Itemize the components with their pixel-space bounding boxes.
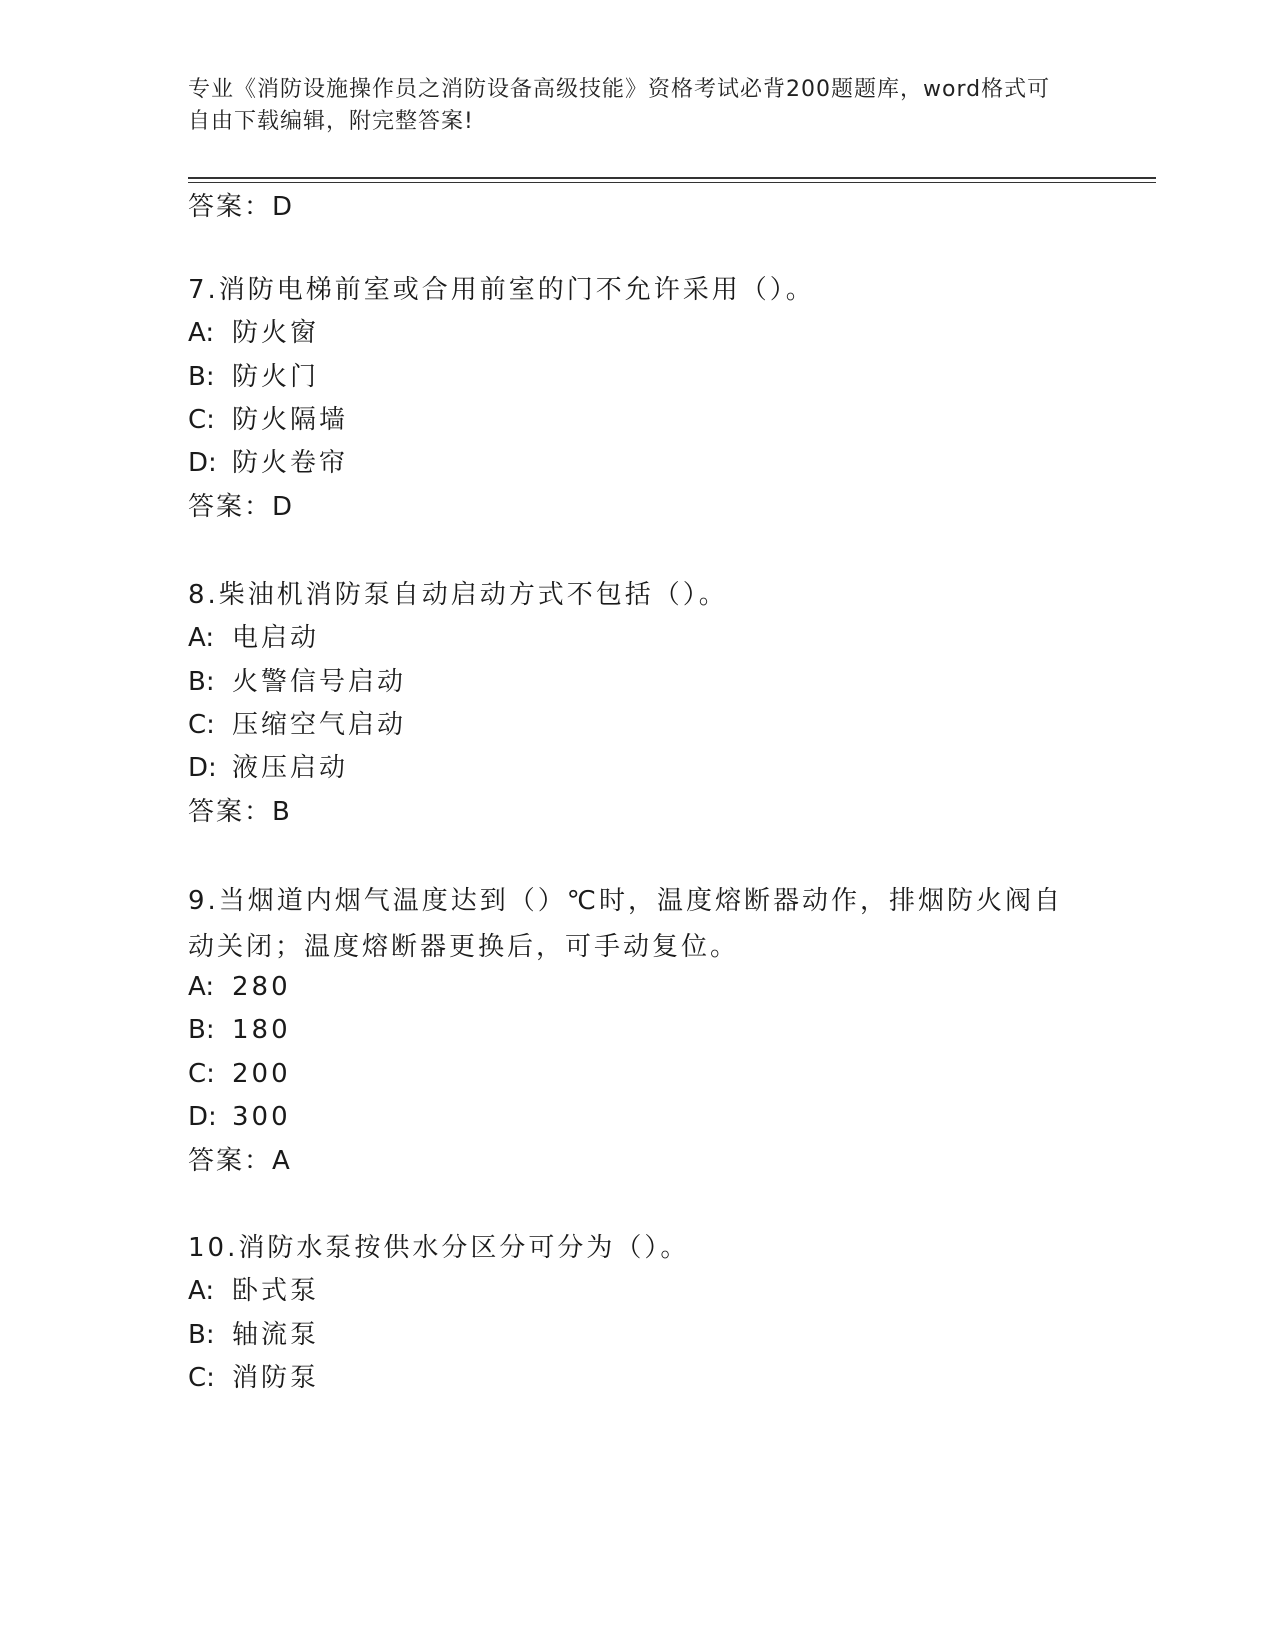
question-8-answer: 答案：B (188, 797, 292, 827)
option-text: 防火隔墙 (232, 405, 349, 435)
document-header-title: 专业《消防设施操作员之消防设备高级技能》资格考试必背200题题库，word格式可自由下载编辑，附完整答案! (188, 77, 1051, 134)
option-key: A: (188, 1276, 215, 1306)
option-key: B: (188, 1320, 215, 1350)
option-key: A: (188, 623, 215, 653)
option-text: 电启动 (232, 623, 320, 653)
question-7-answer: 答案：D (188, 492, 295, 522)
option-text: 消防泵 (232, 1363, 320, 1393)
question-8-option-b (188, 665, 406, 699)
option-text: 液压启动 (232, 753, 349, 783)
question-9-text: 9.当烟道内烟气温度达到（）℃时，温度熔断器动作，排烟防火阀自动关闭；温度熔断器更换后，可手动复位。 (188, 886, 1064, 962)
question-9-answer: 答案：A (188, 1146, 292, 1176)
option-text: 防火窗 (232, 318, 320, 348)
option-text: 火警信号启动 (232, 667, 407, 697)
prev-answer: 答案：D (188, 192, 295, 222)
option-key: A: (188, 318, 215, 348)
option-key: B: (188, 1015, 215, 1045)
option-key: C: (188, 405, 215, 435)
header-divider-thin (188, 182, 1156, 183)
option-text: 压缩空气启动 (232, 710, 407, 740)
option-text: 300 (232, 1102, 291, 1132)
question-9-option-c (188, 1057, 291, 1091)
option-text: 轴流泵 (232, 1320, 320, 1350)
question-9-option-b (188, 1013, 291, 1047)
option-text: 180 (232, 1015, 291, 1045)
option-text: 防火门 (232, 362, 320, 392)
option-text: 卧式泵 (232, 1276, 320, 1306)
option-key: B: (188, 362, 215, 392)
question-10-option-c (188, 1361, 319, 1395)
question-8-text: 8.柴油机消防泵自动启动方式不包括（）。 (188, 580, 728, 610)
option-key: B: (188, 667, 215, 697)
question-10-text: 10.消防水泵按供水分区分可分为（）。 (188, 1233, 690, 1263)
question-7-option-d (188, 446, 348, 480)
option-key: C: (188, 710, 215, 740)
option-key: C: (188, 1059, 215, 1089)
question-8-option-c (188, 708, 406, 742)
option-key: D: (188, 448, 217, 478)
header-divider-thick (188, 177, 1156, 179)
question-10-option-a (188, 1274, 319, 1308)
question-9-option-d (188, 1100, 291, 1134)
question-10-option-b (188, 1318, 319, 1352)
question-7-text: 7.消防电梯前室或合用前室的门不允许采用（）。 (188, 275, 815, 305)
option-text: 防火卷帘 (232, 448, 349, 478)
question-9-option-a (188, 970, 291, 1004)
option-key: D: (188, 1102, 217, 1132)
option-text: 280 (232, 972, 291, 1002)
option-key: A: (188, 972, 215, 1002)
question-7-option-c (188, 403, 348, 437)
question-8-option-d (188, 751, 348, 785)
question-7-option-a (188, 316, 319, 350)
question-8-option-a (188, 621, 319, 655)
option-key: D: (188, 753, 217, 783)
option-text: 200 (232, 1059, 291, 1089)
question-7-option-b (188, 360, 319, 394)
option-key: C: (188, 1363, 215, 1393)
